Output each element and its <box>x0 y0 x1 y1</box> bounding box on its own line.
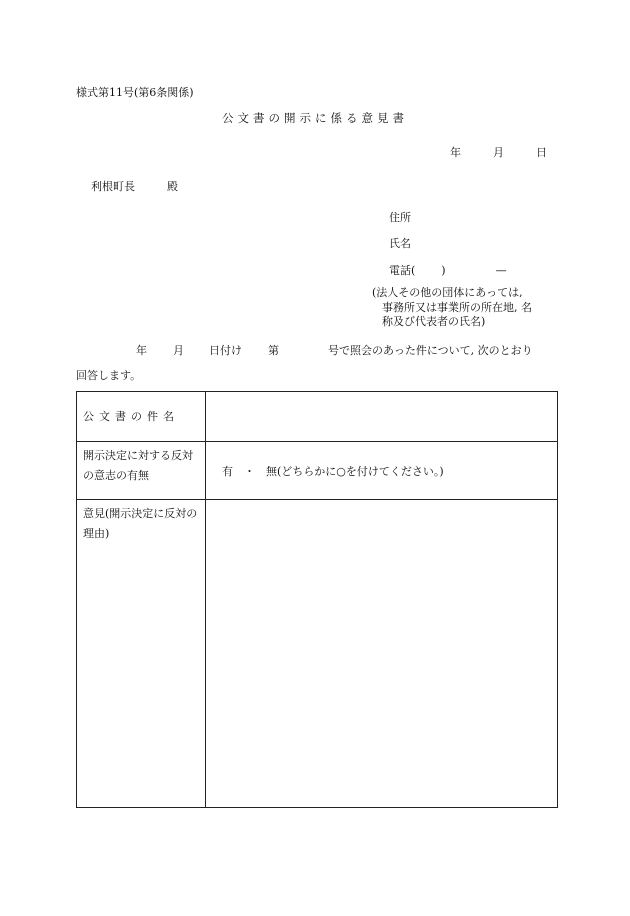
form-number-label: 様式第11号(第6条関係) <box>76 86 194 99</box>
phone-paren-close: ) <box>441 264 446 277</box>
date-month: 月 <box>493 146 504 159</box>
note-line-2: 事務所又は事業所の所在地, 名 <box>382 300 532 314</box>
corporate-note <box>372 286 572 330</box>
opinion-table <box>76 391 558 808</box>
body-month: 月 <box>173 344 184 357</box>
table-row-objection <box>77 442 558 500</box>
phone-line <box>389 262 507 278</box>
date-line <box>450 144 547 160</box>
body-dated: 日付け <box>209 344 242 357</box>
name-label: 氏名 <box>389 237 411 250</box>
subject-value-cell[interactable] <box>206 392 558 442</box>
addressee-name: 利根町長 <box>91 180 135 193</box>
note-line-1: (法人その他の団体にあっては, <box>372 286 523 299</box>
body-number-prefix: 第 <box>268 344 279 357</box>
addressee-honorific: 殿 <box>167 180 178 193</box>
date-year: 年 <box>450 146 461 159</box>
opinion-value-cell[interactable] <box>206 500 558 808</box>
note-line-3: 称及び代表者の氏名) <box>382 315 486 328</box>
address-label: 住所 <box>389 211 411 224</box>
row-label-opinion: 意見(開示決定に反対の理由) <box>77 500 206 808</box>
table-row-opinion <box>77 500 558 808</box>
date-day: 日 <box>536 146 547 159</box>
row-label-objection: 開示決定に対する反対の意志の有無 <box>77 442 206 500</box>
document-title: 公文書の開示に係る意見書 <box>222 111 408 125</box>
row-label-subject: 公文書の件名 <box>77 392 206 442</box>
body-text-line-2: 回答します。 <box>76 369 142 382</box>
body-text-after-number: 号で照会のあった件について, 次のとおり <box>328 344 533 357</box>
objection-choice[interactable]: 有 ・ 無(どちらかに○を付けてください。) <box>206 442 558 500</box>
table-row-subject <box>77 392 558 442</box>
phone-dash: — <box>495 264 507 277</box>
addressee <box>91 178 178 194</box>
phone-label: 電話( <box>389 264 416 277</box>
body-year: 年 <box>136 344 147 357</box>
